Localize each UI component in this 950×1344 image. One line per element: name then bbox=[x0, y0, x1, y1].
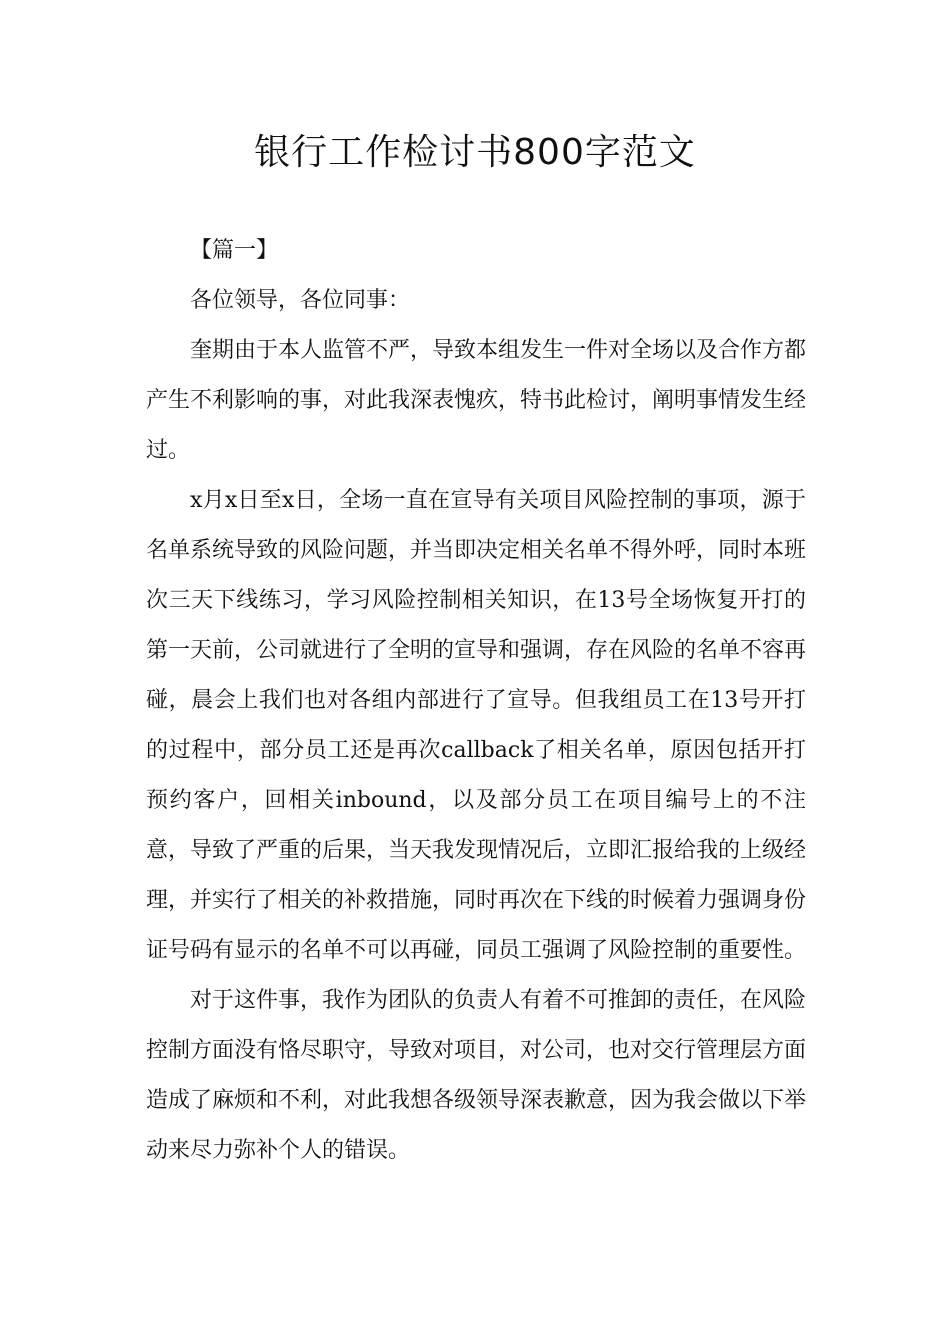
document-title: 银行工作检讨书800字范文 bbox=[254, 132, 696, 173]
body-paragraph: x月x日至x日，全场一直在宣导有关项目风险控制的事项，源于名单系统导致的风险问题，并当即决定相关名单不得外呼，同时本班次三天下线练习，学习风险控制相关知识，在13号全场恢复开打的第一天前，公司就进行了全明的宣导和强调，存在风险的名单不容再碰，晨会上我们也对各组内部进行了宣导。但我组员工在13号开打的过程中，部分员工还是再次callback了相关名单，原因包括开打预约客户，回相关inbound，以及部分员工在项目编号上的不注意，导致了严重的后果，当天我发现情况后，立即汇报给我的上级经理，并实行了相关的补救措施，同时再次在下线的时候着力强调身份证号码有显示的名单不可以再碰，同员工强调了风险控制的重要性。 bbox=[146, 488, 807, 963]
body-paragraph: 奎期由于本人监管不严，导致本组发生一件对全场以及合作方都产生不利影响的事，对此我深表愧疚，特书此检讨，阐明事情发生经过。 bbox=[146, 338, 807, 463]
document-body bbox=[146, 226, 806, 1176]
body-paragraph: 对于这件事，我作为团队的负责人有着不可推卸的责任，在风险控制方面没有恪尽职守，导致对项目，对公司，也对交行管理层方面造成了麻烦和不利，对此我想各级领导深表歉意，因为我会做以下举动来尽力弥补个人的错误。 bbox=[146, 988, 807, 1163]
salutation: 各位领导，各位同事： bbox=[190, 288, 411, 313]
section-heading: 【篇一】 bbox=[190, 238, 279, 263]
